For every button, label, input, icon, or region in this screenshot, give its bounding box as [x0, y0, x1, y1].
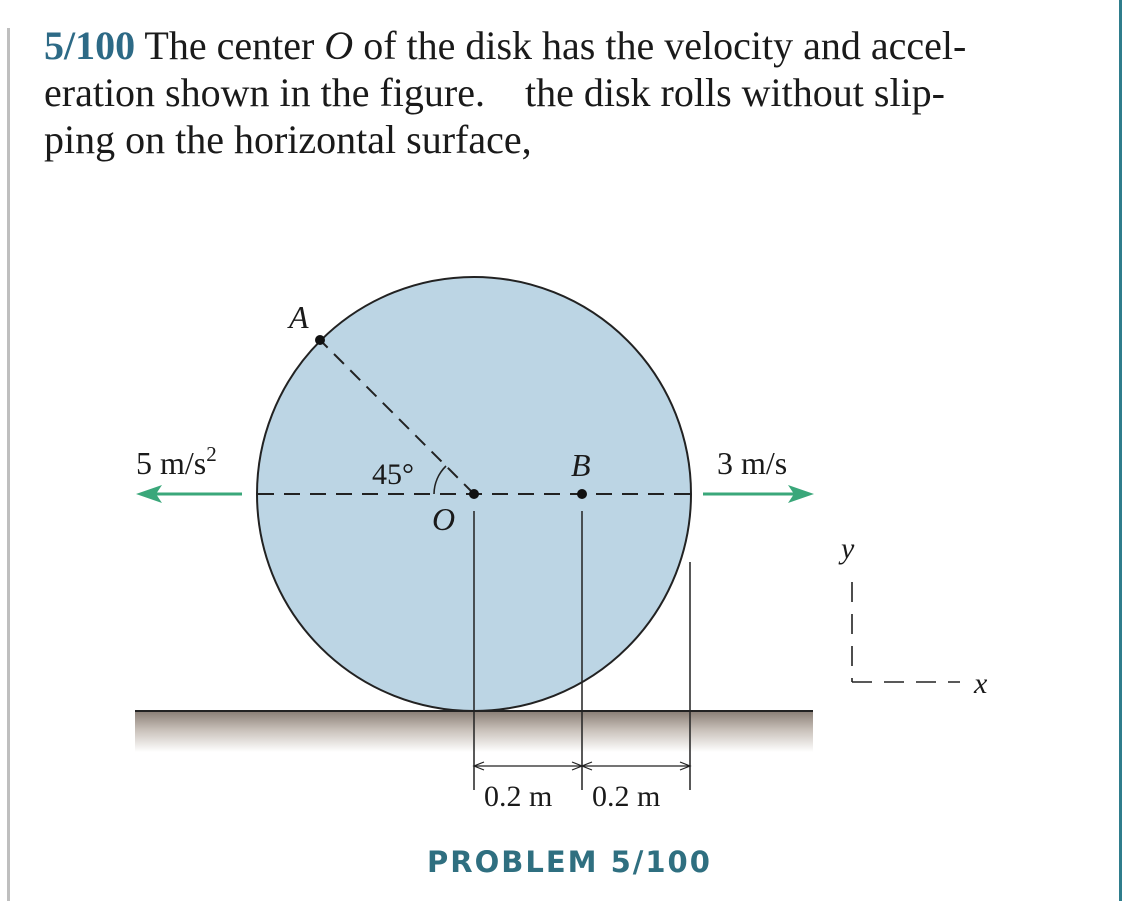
label-x-axis: x: [974, 667, 988, 700]
label-point-O: O: [432, 501, 456, 537]
figure-caption: PROBLEM 5/100: [427, 845, 712, 879]
acceleration-value: 5 m/s: [136, 445, 207, 481]
label-point-B: B: [571, 447, 591, 483]
label-velocity: 3 m/s: [717, 445, 788, 481]
point-O-dot: [469, 489, 479, 499]
label-angle: 45°: [372, 458, 414, 491]
point-A-dot: [315, 335, 325, 345]
label-dimension-2: 0.2 m: [592, 780, 661, 813]
problem-number: 5/100: [44, 23, 136, 68]
acceleration-exponent: 2: [206, 442, 217, 466]
point-B-dot: [577, 489, 587, 499]
label-point-A: A: [289, 299, 309, 335]
label-dimension-1: 0.2 m: [484, 780, 553, 813]
label-y-axis: y: [841, 532, 855, 565]
problem-line-3: ping on the horizontal surface,: [44, 117, 532, 162]
problem-line-2: eration shown in the figure. the disk rolls without slip-: [44, 70, 945, 115]
problem-text-1a: The center: [144, 23, 325, 68]
problem-text-1b: of the disk has the velocity and accel-: [353, 23, 967, 68]
label-acceleration: [136, 442, 217, 481]
center-symbol: O: [324, 23, 354, 68]
